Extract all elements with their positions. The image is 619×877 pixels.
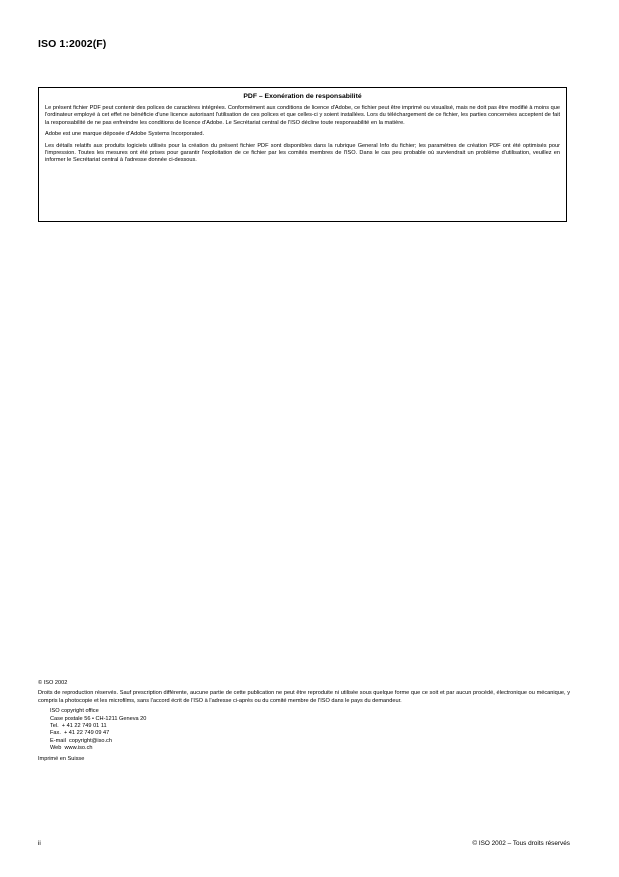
address-line: Case postale 56 • CH-1211 Geneva 20 [50, 715, 147, 722]
footer-copyright: © ISO 2002 – Tous droits réservés [472, 840, 570, 847]
disclaimer-title: PDF – Exonération de responsabilité [243, 93, 362, 100]
pdf-disclaimer-box [38, 87, 567, 222]
address-line: Tel. + 41 22 749 01 11 [50, 723, 107, 730]
address-line: Web www.iso.ch [50, 745, 93, 752]
copyright-line: © ISO 2002 [38, 680, 68, 686]
document-code: ISO 1:2002(F) [38, 38, 107, 50]
address-line: E-mail copyright@iso.ch [50, 737, 112, 744]
address-line: ISO copyright office [50, 708, 99, 715]
copyright-office-address [38, 708, 570, 752]
copyright-notice [38, 680, 570, 763]
rights-reserved-text: Droits de reproduction réservés. Sauf prescription différente, aucune partie de cette publication ne peut être reproduite ni utilisée sous quelque forme que ce soit et par aucun procédé, électronique ou mécanique, y compris la photocopie et les microfilms, sans l'accord écrit de l'ISO à l'adresse ci-après ou du comité membre de l'ISO dans le pays du demandeur. [38, 690, 570, 704]
disclaimer-paragraph: Les détails relatifs aux produits logiciels utilisés pour la création du présent fichier PDF sont disponibles dans la rubrique General Info du fichier; les paramètres de création PDF ont été optimisés pour l'impression. Toutes les mesures ont été prises pour garantir l'exploitation de ce fichier par les comités membres de l'ISO. Dans le cas peu probable où surviendrait un problème d'utilisation, veuillez en informer le Secrétariat central à l'adresse donnée ci-dessous. [45, 142, 560, 164]
disclaimer-paragraph: Le présent fichier PDF peut contenir des polices de caractères intégrées. Conformément aux conditions de licence d'Adobe, ce fichier peut être imprimé ou visualisé, mais ne doit pas être modifié à moins que l'ordinateur employé à cet effet ne bénéficie d'une licence autorisant l'utilisation de ces polices et que celles-ci y soient installées. Lors du téléchargement de ce fichier, les parties concernées acceptent de fait la responsabilité de ne pas enfreindre les conditions de licence d'Adobe. Le Secrétariat central de l'ISO décline toute responsabilité en la matière. [45, 105, 560, 126]
page-number: ii [38, 840, 41, 847]
printed-in-text: Imprimé en Suisse [38, 755, 85, 762]
address-line: Fax. + 41 22 749 09 47 [50, 730, 110, 737]
disclaimer-paragraph: Adobe est une marque déposée d'Adobe Systems Incorporated. [45, 131, 205, 138]
